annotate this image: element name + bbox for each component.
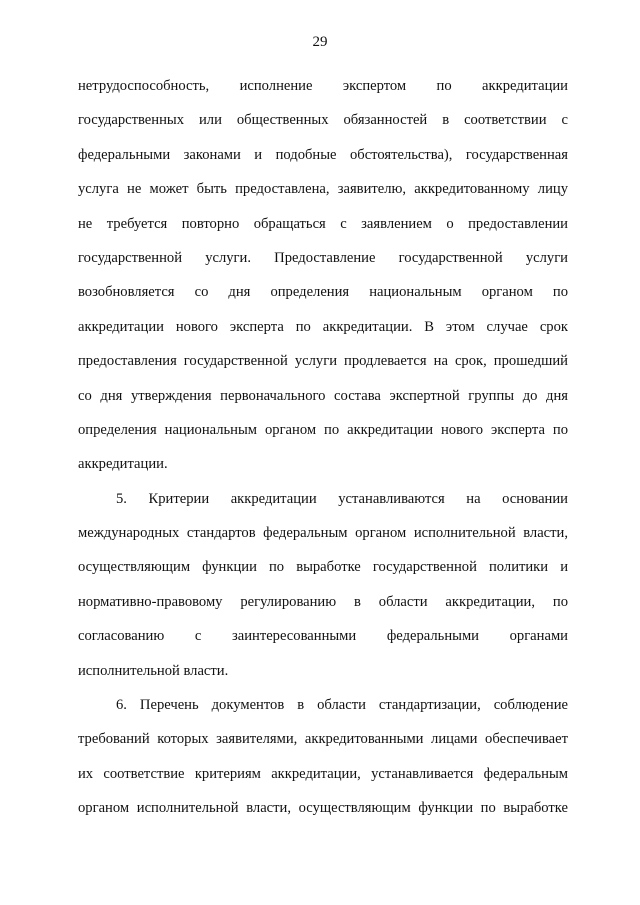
text-line: предоставления государственной услуги продлевается на срок, прошедший	[78, 353, 568, 370]
text-line: не требуется повторно обращаться с заявлением о предоставлении	[78, 215, 568, 232]
text-line: органом исполнительной власти, осуществляющим функции по выработке	[78, 800, 568, 817]
text-line: осуществляющим функции по выработке государственной политики и	[78, 559, 568, 576]
text-line: определения национальным органом по аккредитации нового эксперта по	[78, 421, 568, 438]
text-line: требований которых заявителями, аккредитованными лицами обеспечивает	[78, 731, 568, 748]
text-line: 6. Перечень документов в области стандартизации, соблюдение	[116, 697, 568, 714]
text-line: государственной услуги. Предоставление государственной услуги	[78, 249, 568, 266]
text-line: их соответствие критериям аккредитации, устанавливается федеральным	[78, 765, 568, 782]
text-line: федеральными законами и подобные обстоятельства), государственная	[78, 146, 568, 163]
text-line: нетрудоспособность, исполнение экспертом по аккредитации	[78, 78, 568, 94]
paragraph-item-6	[78, 688, 568, 826]
text-line: услуга не может быть предоставлена, заявителю, аккредитованному лицу	[78, 181, 568, 198]
text-line: нормативно-правовому регулированию в области аккредитации, по	[78, 593, 568, 610]
text-line: государственных или общественных обязанностей в соответствии с	[78, 112, 568, 129]
text-line: аккредитации.	[78, 456, 168, 473]
text-line: возобновляется со дня определения национальным органом по	[78, 284, 568, 301]
text-line: международных стандартов федеральным органом исполнительной власти,	[78, 525, 568, 542]
paragraph-item-5	[78, 482, 568, 688]
text-line: аккредитации нового эксперта по аккредитации. В этом случае срок	[78, 318, 568, 335]
text-line: со дня утверждения первоначального состава экспертной группы до дня	[78, 387, 568, 404]
page-number: 29	[312, 34, 328, 50]
text-line: согласованию с заинтересованными федеральными органами	[78, 628, 568, 645]
document-body	[78, 69, 568, 826]
paragraph-continued	[78, 69, 568, 482]
text-line: исполнительной власти.	[78, 662, 229, 679]
text-line: 5. Критерии аккредитации устанавливаются на основании	[116, 490, 568, 507]
